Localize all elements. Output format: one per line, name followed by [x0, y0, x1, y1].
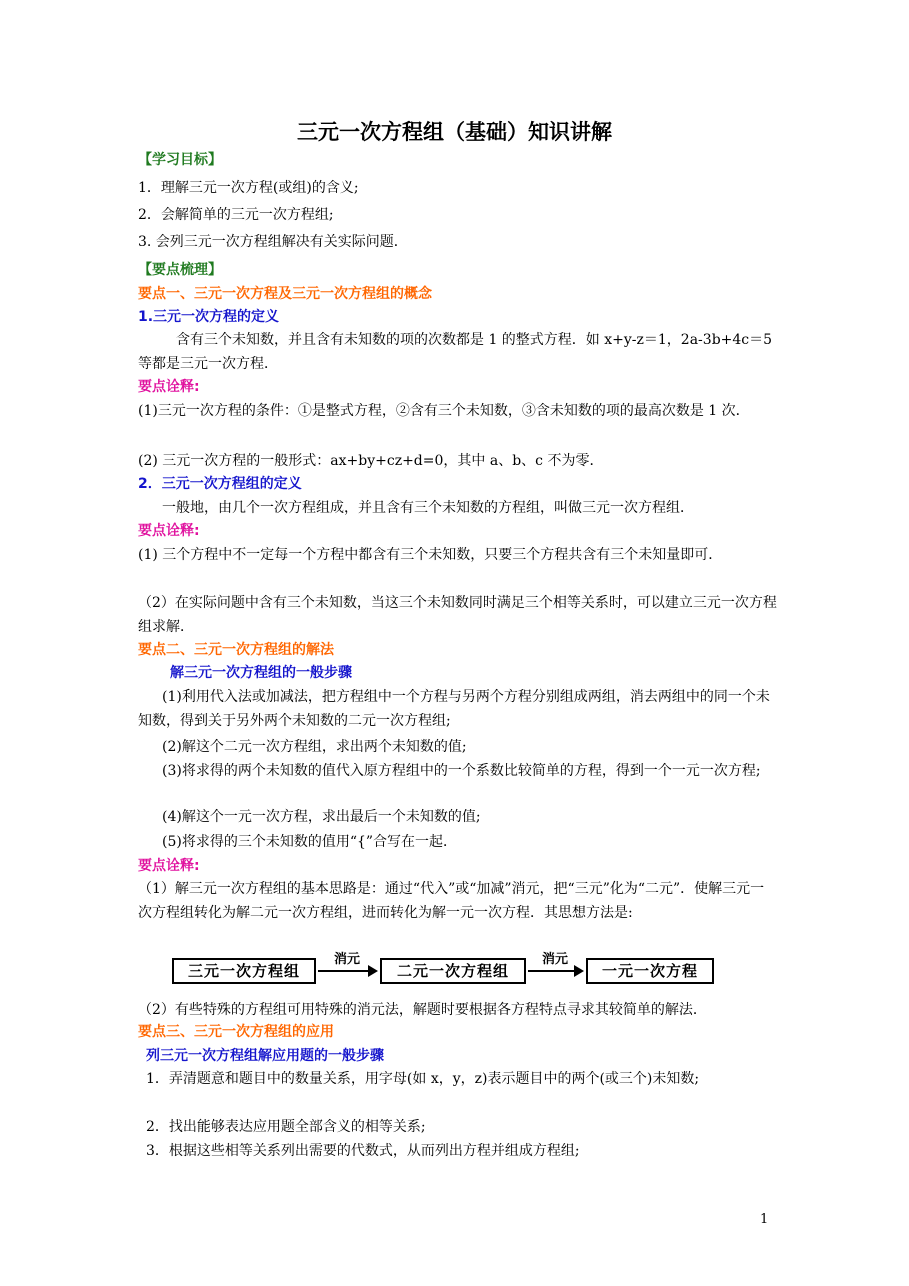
step-item: (4)解这个一元一次方程，求出最后一个未知数的值; — [162, 809, 481, 825]
note-item: （2）有些特殊的方程组可用特殊的消元法，解题时要根据各方程特点寻求其较简单的解法． — [138, 1002, 707, 1018]
section-heading-2: 要点二、三元一次方程组的解法 — [138, 642, 334, 658]
flow-arrow — [318, 970, 376, 972]
points-heading: 【要点梳理】 — [138, 262, 222, 278]
subsection-heading: 解三元一次方程组的一般步骤 — [170, 665, 352, 681]
goal-item: 2．会解简单的三元一次方程组; — [138, 207, 334, 223]
goal-item: 1．理解三元一次方程(或组)的含义; — [138, 180, 359, 196]
step-item: (1)利用代入法或加减法，把方程组中一个方程与另两个方程分别组成两组，消去两组中的同一个未知数，得到关于另外两个未知数的二元一次方程组; — [138, 689, 770, 729]
subsection-heading: 列三元一次方程组解应用题的一般步骤 — [146, 1048, 384, 1064]
section-heading-1: 要点一、三元一次方程及三元一次方程组的概念 — [138, 286, 432, 302]
subsection-heading: 1.三元一次方程的定义 — [138, 309, 280, 325]
page-number: 1 — [760, 1212, 769, 1227]
flow-arrow-label: 消元 — [541, 952, 568, 967]
definition-text: 含有三个未知数，并且含有未知数的项的次数都是 1 的整式方程．如 x+y-z＝1，2a-3b+4c＝5 等都是三元一次方程． — [138, 332, 773, 372]
section-heading-3: 要点三、三元一次方程组的应用 — [138, 1024, 334, 1040]
note-item: (1)三元一次方程的条件：①是整式方程，②含有三个未知数，③含未知数的项的最高次数是 1 次． — [138, 403, 750, 419]
step-item: (5)将求得的三个未知数的值用“{”合写在一起． — [162, 834, 458, 850]
flow-box-three-variable: 三元一次方程组 — [172, 958, 316, 984]
flow-box-two-variable: 二元一次方程组 — [380, 958, 526, 984]
step-item: 2．找出能够表达应用题全部含义的相等关系; — [146, 1119, 426, 1135]
step-item: 3．根据这些相等关系列出需要的代数式，从而列出方程并组成方程组; — [146, 1143, 580, 1159]
flow-box-one-variable: 一元一次方程 — [586, 958, 714, 984]
note-label: 要点诠释: — [138, 379, 200, 395]
goal-item: 3. 会列三元一次方程组解决有关实际问题． — [138, 234, 408, 250]
elimination-flow-diagram — [172, 952, 718, 986]
flow-arrow-label: 消元 — [333, 952, 360, 967]
page-title: 三元一次方程组（基础）知识讲解 — [297, 120, 612, 144]
step-item: 1．弄清题意和题目中的数量关系，用字母(如 x，y，z)表示题目中的两个(或三个)未知数; — [146, 1071, 700, 1087]
note-item: (1) 三个方程中不一定每一个方程中都含有三个未知数，只要三个方程共含有三个未知量即可． — [138, 547, 723, 563]
subsection-heading: 2．三元一次方程组的定义 — [138, 476, 302, 492]
note-item: (2) 三元一次方程的一般形式：ax+by+cz+d=0，其中 a、b、c 不为零． — [138, 453, 604, 469]
step-item: (2)解这个二元一次方程组，求出两个未知数的值; — [162, 739, 467, 755]
step-item: (3)将求得的两个未知数的值代入原方程组中的一个系数比较简单的方程，得到一个一元一次方程; — [162, 763, 761, 779]
goals-heading: 【学习目标】 — [138, 152, 222, 168]
note-label: 要点诠释: — [138, 523, 200, 539]
note-item: （2）在实际问题中含有三个未知数，当这三个未知数同时满足三个相等关系时，可以建立三元一次方程组求解． — [138, 595, 777, 635]
note-label: 要点诠释: — [138, 858, 200, 874]
flow-arrow — [528, 970, 582, 972]
definition-text: 一般地，由几个一次方程组成，并且含有三个未知数的方程组，叫做三元一次方程组． — [162, 500, 694, 516]
note-item: （1）解三元一次方程组的基本思路是：通过“代入”或“加减”消元，把“三元”化为“二元”．使解三元一次方程组转化为解二元一次方程组，进而转化为解一元一次方程．其思想方法是: — [138, 881, 765, 921]
